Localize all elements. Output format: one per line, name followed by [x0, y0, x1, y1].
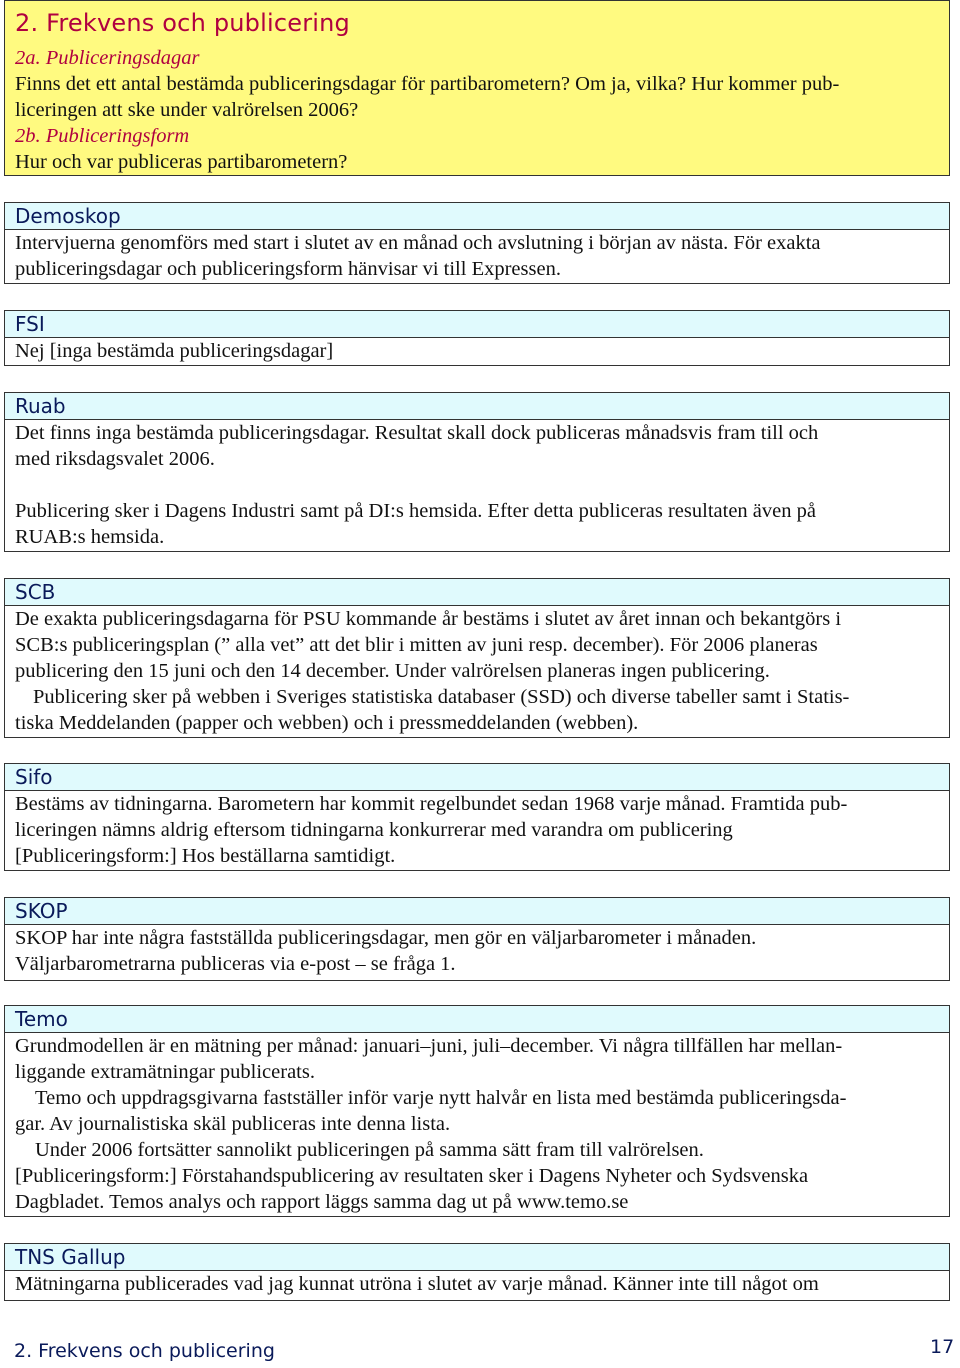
section-body-scb: [4, 606, 950, 738]
section-line: Bestäms av tidningarna. Barometern har kommit regelbundet sedan 1968 varje månad. Framtida pub-: [15, 793, 848, 815]
section-line: Väljarbarometrarna publiceras via e-post – se fråga 1.: [15, 953, 456, 975]
section-line: Nej [inga bestämda publiceringsdagar]: [15, 340, 334, 362]
section-body-sifo: [4, 791, 950, 871]
section-name: Demoskop: [15, 204, 121, 228]
section-body-demoskop: [4, 230, 950, 284]
section-header-demoskop: [4, 202, 950, 230]
section-header-ruab: [4, 392, 950, 420]
section-name: Ruab: [15, 394, 66, 418]
section-header-tns-gallup: [4, 1243, 950, 1271]
section-line: liggande extramätningar publicerats.: [15, 1061, 315, 1083]
subquestion-b-title: 2b. Publiceringsform: [15, 125, 190, 147]
section-line: Dagbladet. Temos analys och rapport läggs samma dag ut på www.temo.se: [15, 1191, 629, 1213]
section-body-ruab: [4, 420, 950, 552]
section-line: Temo och uppdragsgivarna fastställer inför varje nytt halvår en lista med bestämda publiceringsda-: [35, 1087, 847, 1109]
section-name: SKOP: [15, 899, 68, 923]
section-name: TNS Gallup: [15, 1245, 126, 1269]
section-header-sifo: [4, 763, 950, 791]
section-line: SCB:s publiceringsplan (” alla vet” att det blir i mitten av juni resp. december). För 2006 planeras: [15, 634, 818, 656]
section-body-tns-gallup: [4, 1271, 950, 1301]
section-body-fsi: [4, 338, 950, 366]
section-line: [Publiceringsform:] Hos beställarna samtidigt.: [15, 845, 396, 867]
subquestion-a-title: 2a. Publiceringsdagar: [15, 47, 200, 69]
section-line: Det finns inga bestämda publiceringsdagar. Resultat skall dock publiceras månadsvis fram till och: [15, 422, 819, 444]
section-line: publiceringsdagar och publiceringsform hänvisar vi till Expressen.: [15, 258, 561, 280]
section-header-skop: [4, 897, 950, 925]
section-line: Intervjuerna genomförs med start i slutet av en månad och avslutning i början av nästa. För exakta: [15, 232, 821, 254]
section-line: [Publiceringsform:] Förstahandspublicering av resultaten sker i Dagens Nyheter och Sydsvenska: [15, 1165, 809, 1187]
subquestion-a-line: liceringen att ske under valrörelsen 2006?: [15, 99, 359, 121]
section-line: gar. Av journalistiska skäl publiceras inte denna lista.: [15, 1113, 451, 1135]
section-name: SCB: [15, 580, 56, 604]
section-line: Under 2006 fortsätter sannolikt publiceringen på samma sätt fram till valrörelsen.: [35, 1139, 704, 1161]
question-box: [4, 0, 950, 176]
subquestion-b-line: Hur och var publiceras partibarometern?: [15, 151, 348, 173]
section-name: FSI: [15, 312, 45, 336]
section-body-temo: [4, 1033, 950, 1217]
section-line: Publicering sker i Dagens Industri samt på DI:s hemsida. Efter detta publiceras resultaten även på: [15, 500, 816, 522]
section-line: tiska Meddelanden (papper och webben) och i pressmeddelanden (webben).: [15, 712, 639, 734]
section-header-temo: [4, 1005, 950, 1033]
chapter-title: 2. Frekvens och publicering: [15, 9, 350, 37]
section-name: Temo: [15, 1007, 68, 1031]
section-line: Publicering sker på webben i Sveriges statistiska databaser (SSD) och diverse tabeller samt i Statis-: [33, 686, 850, 708]
section-name: Sifo: [15, 765, 53, 789]
section-line: Grundmodellen är en mätning per månad: januari–juni, juli–december. Vi några tillfällen har mellan-: [15, 1035, 843, 1057]
section-line: med riksdagsvalet 2006.: [15, 448, 215, 470]
page-number: 17: [930, 1336, 955, 1358]
section-line: SKOP har inte några fastställda publiceringsdagar, men gör en väljarbarometer i månaden.: [15, 927, 757, 949]
section-line: De exakta publiceringsdagarna för PSU kommande år bestäms i slutet av året innan och bekantgörs i: [15, 608, 842, 630]
section-line: RUAB:s hemsida.: [15, 526, 165, 548]
footer-chapter: 2. Frekvens och publicering: [14, 1340, 275, 1362]
section-line: liceringen nämns aldrig eftersom tidningarna konkurrerar med varandra om publicering: [15, 819, 733, 841]
section-header-scb: [4, 578, 950, 606]
section-body-skop: [4, 925, 950, 981]
section-line: Mätningarna publicerades vad jag kunnat utröna i slutet av varje månad. Känner inte till något om: [15, 1273, 819, 1295]
section-header-fsi: [4, 310, 950, 338]
section-line: publicering den 15 juni och den 14 december. Under valrörelsen planeras ingen publicering.: [15, 660, 770, 682]
subquestion-a-line: Finns det ett antal bestämda publiceringsdagar för partibarometern? Om ja, vilka? Hur kommer pub-: [15, 73, 840, 95]
